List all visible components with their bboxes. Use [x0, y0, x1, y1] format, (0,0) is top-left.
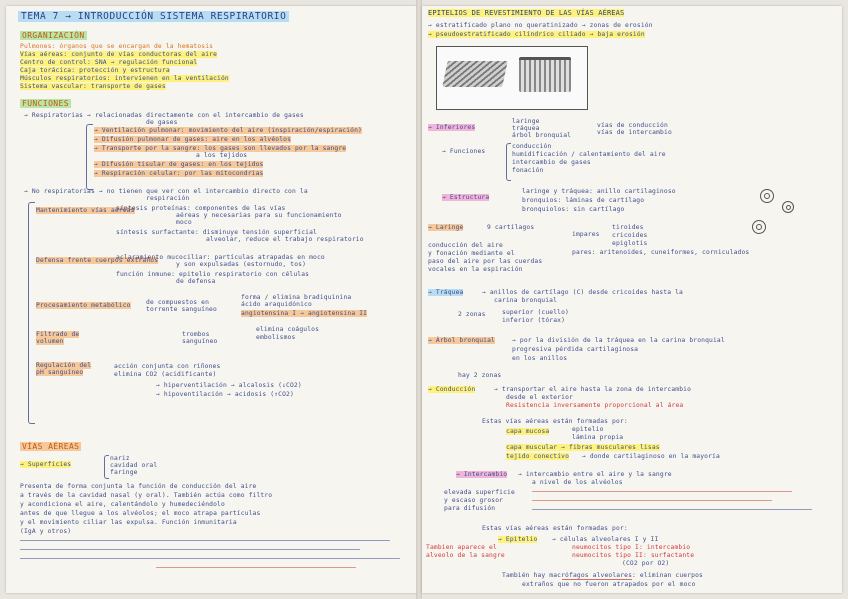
heading-organizacion: ORGANIZACIÓN [22, 31, 85, 40]
text-line: vías de intercambio [597, 129, 672, 136]
text-line: Filtrado de [36, 331, 80, 338]
text-line: → Árbol bronquial [428, 337, 495, 344]
text-line: superior (cuello) [502, 309, 569, 316]
text-line: (CO2 por O2) [622, 560, 670, 567]
text-line: fonación [512, 167, 544, 174]
text-line: tiroides [612, 224, 644, 231]
text-line: hay 2 zonas [458, 372, 502, 379]
text-line: bronquios: láminas de cartílago [522, 197, 645, 204]
text-line: → por la división de la tráquea en la carina bronquial [512, 337, 725, 344]
text-line: forma / elimina bradiquinina [241, 294, 352, 301]
text-line: cricoides [612, 232, 648, 239]
text-line: Procesamiento metabólico [36, 302, 131, 309]
text-line: Caja torácica: protección y estructura [20, 67, 170, 74]
text-line: a través de la cavidad nasal (y oral). También actúa como filtro [20, 492, 273, 499]
text-line: vías de conducción [597, 122, 668, 129]
text-line: moco [176, 219, 192, 226]
illegible-line [156, 567, 356, 568]
text-line: → anillos de cartílago (C) desde cricoides hasta la [482, 289, 683, 296]
text-line: Tambien aparece el [426, 544, 497, 551]
text-line: Resistencia inversamente proporcional al área [506, 402, 684, 409]
text-line: tráquea [512, 125, 540, 132]
text-line: extraños que no fueron atrapados por el moco [522, 581, 696, 588]
text-line: → Intercambio [456, 471, 508, 478]
text-line: y acondiciona el aire, calentándolo y humedeciéndolo [20, 501, 225, 508]
text-line: impares [572, 231, 600, 238]
text-line: elimina coágulos [256, 326, 320, 333]
text-line: Defensa frente cuerpos extraños [36, 257, 159, 264]
cartilage-ring-icon [760, 189, 774, 203]
text-line: → Inferiores [428, 124, 476, 131]
bracket [104, 455, 109, 479]
text-line: a los tejidos [196, 152, 248, 159]
text-line: → Transporte por la sangre: los gases son llevados por la sangre [94, 145, 347, 152]
text-line: → estratificado plano no queratinizado → zonas de erosión [428, 22, 653, 29]
text-line: bronquiolos: sin cartílago [522, 206, 625, 213]
right-page [422, 6, 842, 593]
illegible-line [20, 549, 360, 550]
text-line: intercambio de gases [512, 159, 591, 166]
ciliated-epithelium-image [519, 57, 571, 92]
text-line: acción conjunta con riñones [114, 363, 221, 370]
text-line: función inmune: epitelio respiratorio con células [116, 271, 310, 278]
text-line: de defensa [176, 278, 216, 285]
text-line: → Difusión tisular de gases: en los tejidos [94, 161, 264, 168]
text-line: lámina propia [572, 434, 624, 441]
text-line: (IgA y otros) [20, 528, 72, 535]
heading-vias-aereas: VÍAS AÉREAS [22, 442, 80, 451]
text-line: volumen [36, 338, 64, 345]
text-line: neumocitos tipo II: surfactante [572, 552, 695, 559]
text-line: → donde cartilaginoso en la mayoría [582, 453, 720, 460]
text-line: → intercambio entre el aire y la sangre [518, 471, 672, 478]
text-line: → pseudoestratificado cilíndrico ciliado → baja erosión [428, 31, 645, 38]
text-line: → Funciones [442, 148, 486, 155]
text-line: paso del aire por las cuerdas [428, 258, 543, 265]
text-line: Pulmones: órganos que se encargan de la hematosis [20, 43, 214, 50]
text-line: conducción [512, 143, 552, 150]
text-line: Mantenimiento vías aéreas [36, 207, 135, 214]
illegible-line [532, 491, 792, 492]
text-line: elimina CO2 (acidificante) [114, 371, 217, 378]
text-line: para difusión [444, 505, 496, 512]
text-line: capa mucosa [506, 428, 550, 435]
text-line: sanguíneo [182, 338, 218, 345]
heading-funciones: FUNCIONES [22, 99, 69, 108]
text-line: → Ventilación pulmonar: movimiento del aire (inspiración/espiración) [94, 127, 362, 134]
text-line: conducción del aire [428, 242, 503, 249]
illegible-line [20, 558, 400, 559]
text-line: respiración [146, 195, 190, 202]
text-line: → No respiratorias → no tienen que ver con el intercambio directo con la [24, 188, 308, 195]
text-line: nariz [110, 455, 130, 462]
illegible-line [532, 500, 772, 501]
illegible-line [20, 540, 390, 541]
text-line: torrente sanguíneo [146, 306, 217, 313]
text-line: de gases [146, 119, 178, 126]
text-line: síntesis proteínas: componentes de las vías [116, 205, 286, 212]
text-line: Estas vías aéreas están formadas por: [482, 525, 628, 532]
bracket [506, 143, 511, 181]
bracket [86, 124, 93, 190]
text-line: → hipoventilación → acidosis (↑CO2) [156, 391, 294, 398]
text-line: síntesis surfactante: disminuye tensión superficial [116, 229, 317, 236]
page-title: EPITELIOS DE REVESTIMIENTO DE LAS VÍAS AÉREAS [428, 9, 625, 17]
text-line: y el movimiento ciliar las expulsa. Función inmunitaria [20, 519, 237, 526]
text-line: Centro de control: SNA → regulación funcional [20, 59, 198, 66]
text-line: tejido conectivo [506, 453, 570, 460]
text-line: → Respiración celular: por las mitocondrias [94, 170, 264, 177]
text-line: árbol bronquial [512, 132, 572, 139]
text-line: → Epitelio [498, 536, 538, 543]
text-line: Músculos respiratorios: intervienen en la ventilación [20, 75, 229, 82]
text-line: laringe [512, 118, 540, 125]
bracket [28, 202, 35, 424]
text-line: vocales en la espiración [428, 266, 523, 273]
text-line: → células alveolares I y II [552, 536, 659, 543]
text-line: en los anillos [512, 355, 568, 362]
text-line: a nivel de los alvéolos [532, 479, 623, 486]
text-line: alveolar, reduce el trabajo respiratorio [206, 236, 364, 243]
text-line: capa muscular → fibras musculares lisas [506, 444, 660, 451]
text-line: de compuestos en [146, 299, 210, 306]
text-line: Estas vías aéreas están formadas por: [482, 418, 628, 425]
text-line: → Respiratorias → relacionadas directamente con el intercambio de gases [24, 112, 304, 119]
text-line: pH sanguíneo [36, 369, 84, 376]
page-title: TEMA 7 → INTRODUCCIÓN SISTEMA RESPIRATORIO [18, 11, 289, 22]
left-page [6, 6, 416, 593]
text-line: alveolo de la sangre [426, 552, 505, 559]
text-line: laringe y tráquea: anillo cartilaginoso [522, 188, 676, 195]
text-line: y escaso grosor [444, 497, 504, 504]
text-line: aéreas y necesarias para su funcionamiento [176, 212, 342, 219]
text-line: También hay macrófagos alveolares: eliminan cuerpos [502, 572, 703, 579]
text-line: y fonación mediante el [428, 250, 515, 257]
text-line: → Estructura [442, 194, 490, 201]
text-line: cavidad oral [110, 462, 158, 469]
stratified-epithelium-image [442, 61, 508, 87]
text-line: Regulación del [36, 362, 92, 369]
text-line: pares: aritenoides, cuneiformes, corniculados [572, 249, 750, 256]
underline [562, 579, 632, 580]
cartilage-ring-icon [752, 220, 766, 234]
text-line: 2 zonas [458, 311, 486, 318]
text-line: neumocitos tipo I: intercambio [572, 544, 691, 551]
text-line: epiglotis [612, 240, 648, 247]
text-line: → Difusión pulmonar de gases: aire en los alvéolos [94, 136, 292, 143]
text-line: Vías aéreas: conjunto de vías conductoras del aire [20, 51, 218, 58]
text-line: humidificación / calentamiento del aire [512, 151, 666, 158]
text-line: Presenta de forma conjunta la función de conducción del aire [20, 483, 257, 490]
text-line: angiotensina I → angiotensina II [241, 310, 368, 317]
text-line: inferior (tórax) [502, 317, 566, 324]
text-line: carina bronquial [494, 297, 558, 304]
text-line: y son expulsadas (estornudo, tos) [176, 261, 307, 268]
text-line: 9 cartílagos [487, 224, 535, 231]
text-line: → Conducción [428, 386, 476, 393]
illegible-line [532, 509, 812, 510]
text-line: elevada superficie [444, 489, 515, 496]
cartilage-ring-icon [782, 201, 794, 213]
text-line: epitelio [572, 426, 604, 433]
text-line: Sistema vascular: transporte de gases [20, 83, 166, 90]
text-line: → Tráquea [428, 289, 464, 296]
text-line: faringe [110, 469, 138, 476]
text-line: → Laringe [428, 224, 464, 231]
text-line: ácido araquidónico [241, 301, 312, 308]
text-line: trombos [182, 331, 210, 338]
text-line: → hiperventilación → alcalosis (↓CO2) [156, 382, 302, 389]
text-line: → transportar el aire hasta la zona de intercambio [494, 386, 692, 393]
text-line: embolismos [256, 334, 296, 341]
text-line: → Superficies [20, 461, 72, 468]
epithelium-figure [436, 46, 588, 110]
text-line: antes de que llegue a los alvéolos; el moco atrapa partículas [20, 510, 261, 517]
text-line: aclaramiento mucociliar: partículas atrapadas en moco [116, 254, 325, 261]
text-line: desde el exterior [506, 394, 573, 401]
text-line: progresiva pérdida cartilaginosa [512, 346, 639, 353]
